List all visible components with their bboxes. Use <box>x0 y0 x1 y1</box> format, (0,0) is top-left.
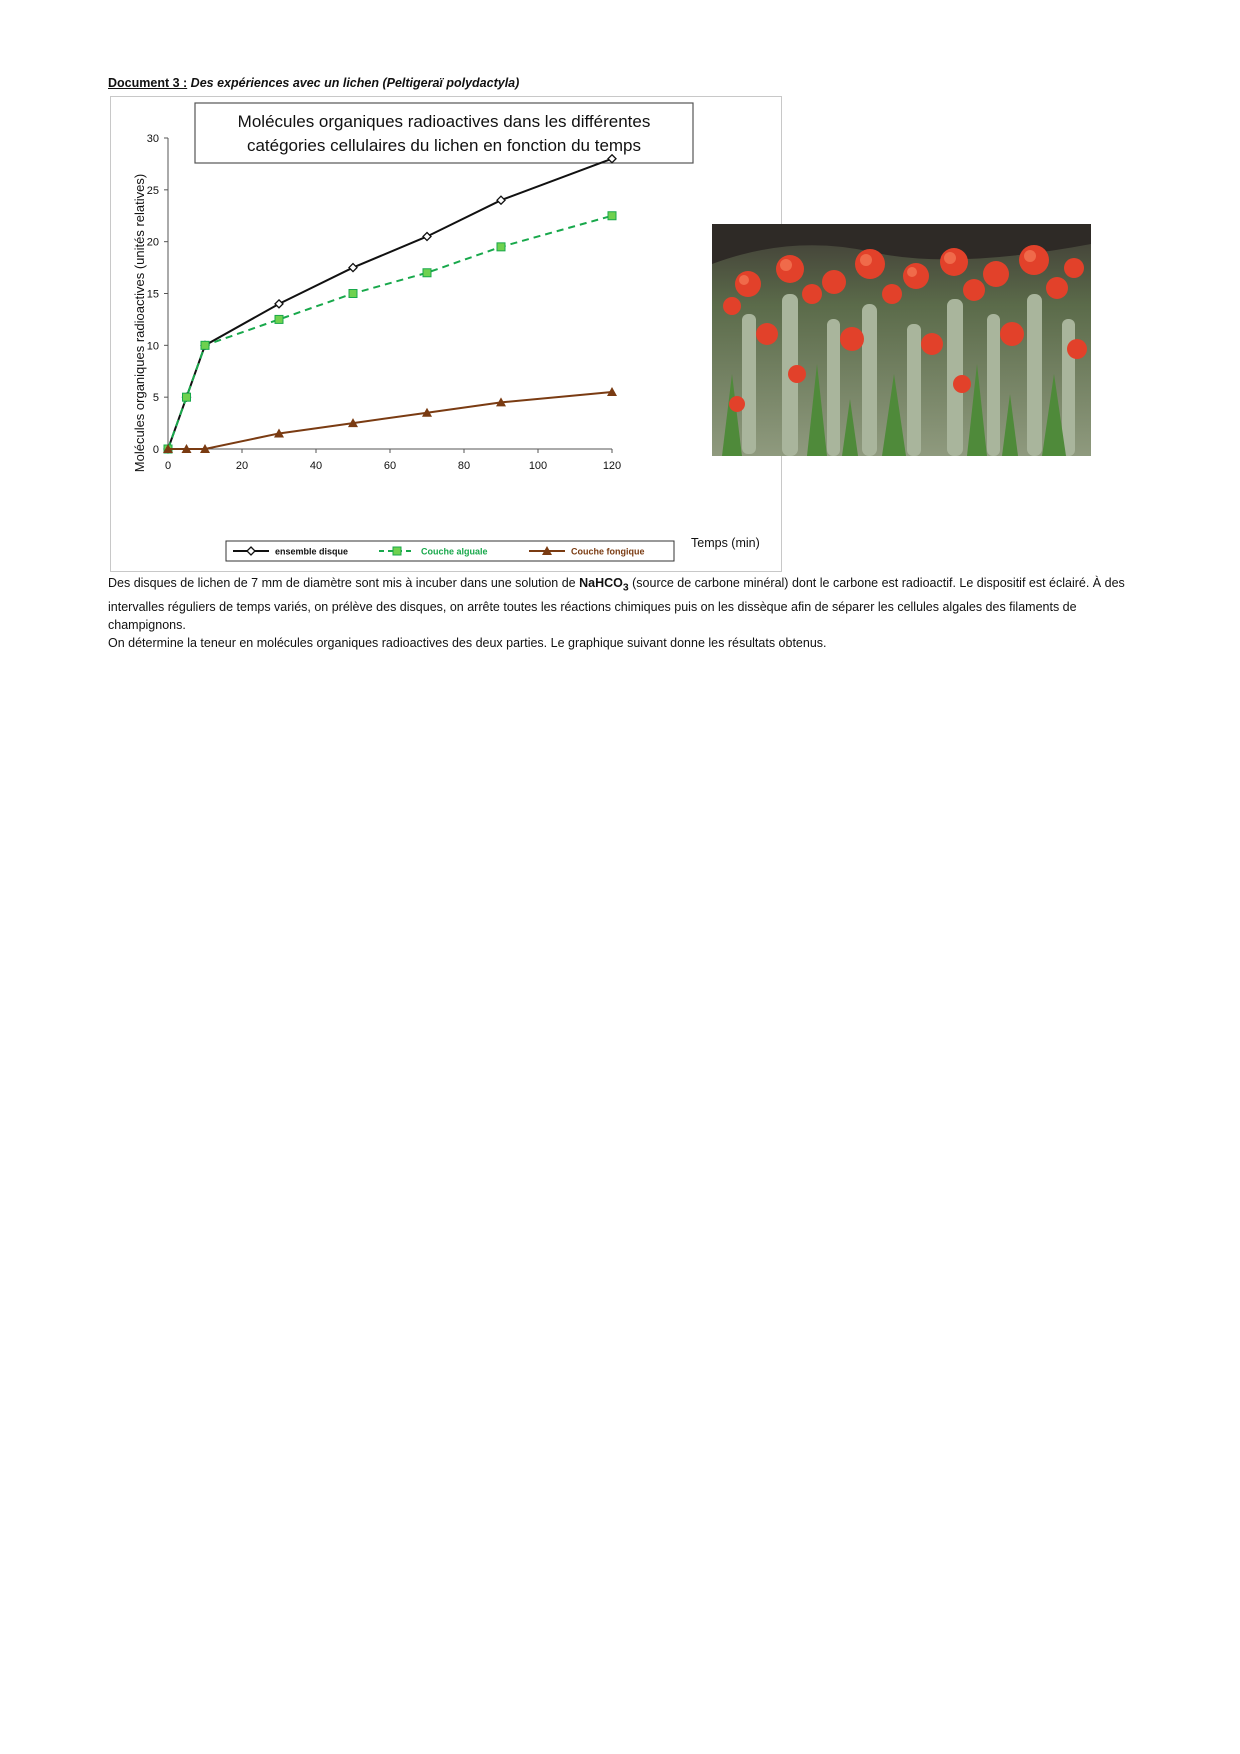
series-line-couche-fongique <box>168 392 612 449</box>
x-tick-label: 0 <box>164 460 172 472</box>
document-heading <box>108 76 519 90</box>
x-tick-label: 100 <box>528 460 548 472</box>
y-tick-label: 15 <box>146 288 159 301</box>
line-chart <box>111 97 781 571</box>
y-tick-label: 0 <box>152 444 159 456</box>
chart-title-line-1: Molécules organiques radioactives dans les différentes <box>237 112 651 131</box>
y-tick-label: 10 <box>146 340 159 353</box>
series-line-ensemble-disque <box>168 159 612 449</box>
chart-frame <box>110 96 782 572</box>
legend-label-couche-fongique: Couche fongique <box>571 546 645 557</box>
y-tick-label: 30 <box>146 133 159 145</box>
series-line-couche-alguale <box>168 216 612 449</box>
paragraph-text-b: (source de carbone minéral) dont le carbone est radioactif. Le dispositif est éclairé. À des intervalles réguliers de temps variés, on prélève des disques, on arrête toutes les réactions chimiques puis on les dissèque afin de séparer les cellules algales des filaments de champignons. <box>108 576 1125 632</box>
x-tick-label: 120 <box>602 460 622 472</box>
data-point-ensemble-disque <box>349 264 357 272</box>
x-tick-label: 60 <box>383 460 397 472</box>
chemical-formula: NaHCO$_3$ <box>579 576 629 594</box>
document-title: Des expériences avec un lichen (Peltigeraï polydactyla) <box>190 76 520 90</box>
legend-marker-couche-alguale <box>393 547 401 555</box>
paragraph-line-1 <box>108 574 1138 634</box>
data-point-couche-alguale <box>608 212 616 220</box>
y-tick-label: 5 <box>152 392 159 405</box>
data-point-couche-alguale <box>183 393 191 401</box>
legend-label-couche-alguale: Couche alguale <box>421 546 488 557</box>
paragraph-line-2: On détermine la teneur en molécules organiques radioactives des deux parties. Le graphique suivant donne les résultats obtenus. <box>108 635 827 650</box>
x-tick-label: 20 <box>235 460 249 472</box>
y-tick-label: 20 <box>146 236 159 249</box>
data-point-couche-alguale <box>423 269 431 277</box>
y-axis-label: Molécules organiques radioactives (unités relatives) <box>132 173 147 473</box>
x-tick-label: 80 <box>457 460 471 472</box>
data-point-couche-alguale <box>275 315 283 323</box>
data-point-couche-alguale <box>201 341 209 349</box>
document-label: Document 3 : <box>108 76 188 90</box>
data-point-ensemble-disque <box>275 300 283 308</box>
y-tick-label: 25 <box>146 184 159 197</box>
data-point-couche-alguale <box>497 243 505 251</box>
x-axis-label: Temps (min) <box>691 536 760 550</box>
legend-label-ensemble-disque: ensemble disque <box>275 546 349 557</box>
data-point-ensemble-disque <box>497 196 505 204</box>
description-paragraph <box>108 574 1138 652</box>
x-tick-label: 40 <box>309 460 323 472</box>
lichen-photo <box>712 224 1091 456</box>
data-point-ensemble-disque <box>423 232 431 240</box>
data-point-couche-alguale <box>349 290 357 298</box>
paragraph-text-a: Des disques de lichen de 7 mm de diamètre sont mis à incuber dans une solution de <box>108 576 580 590</box>
chart-title-line-2: catégories cellulaires du lichen en fonction du temps <box>246 136 642 155</box>
